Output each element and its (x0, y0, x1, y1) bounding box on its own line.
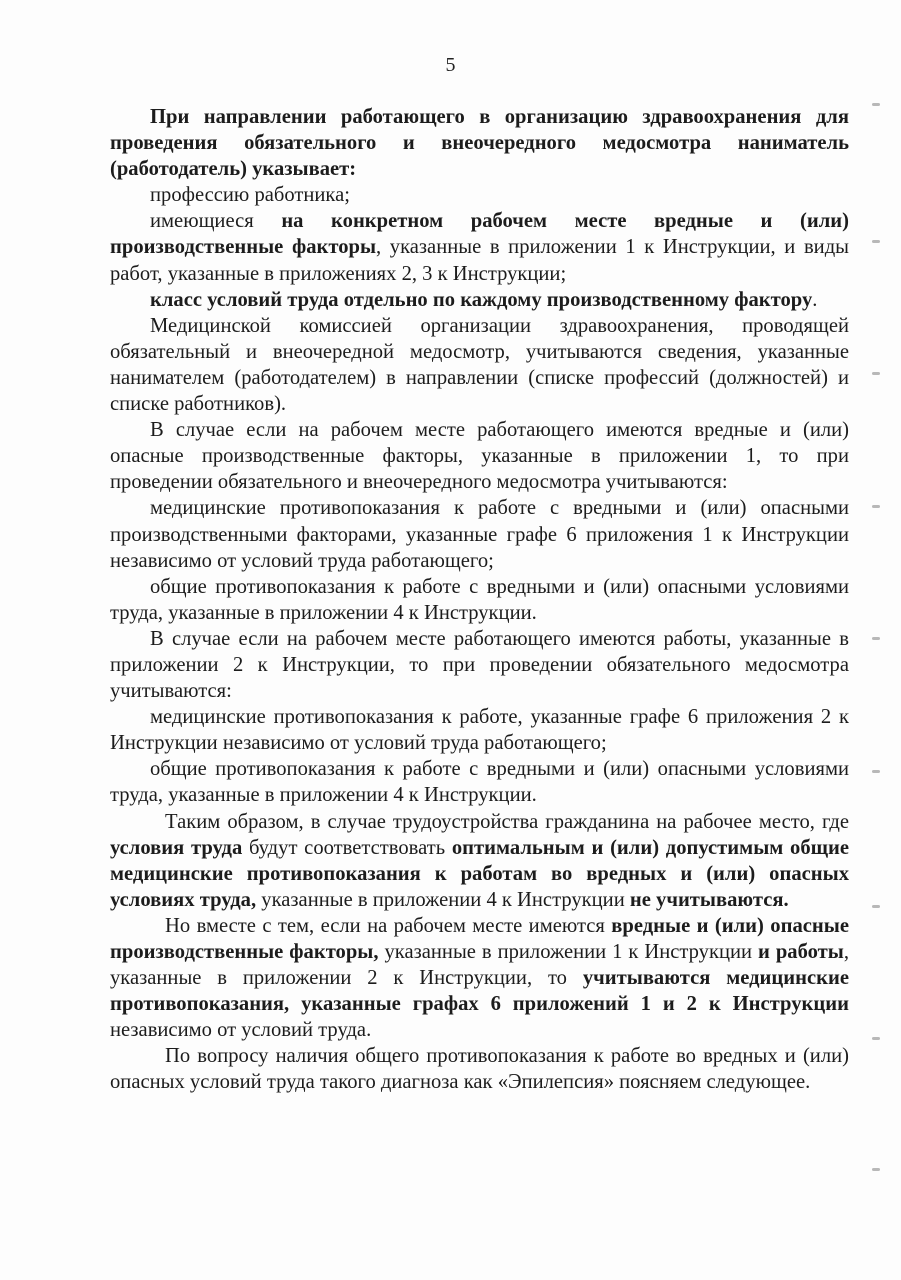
bold-text: и работы (758, 941, 844, 963)
document-body (110, 104, 849, 1096)
text: Таким образом, в случае трудоустройства гражданина на рабочее место, где (165, 810, 849, 833)
text: медицинские противопоказания к работе с вредными и (или) опасными производственными факторами, указанные графе 6 приложения 1 к Инструкции независимо от условий труда работающего; (110, 497, 849, 572)
paragraph (110, 809, 849, 913)
bold-text: условия труда (110, 836, 243, 859)
scan-artifact (872, 905, 880, 908)
bold-text: на конкретном рабочем месте вредные и (или) производственные факторы (110, 210, 850, 259)
paragraph (110, 913, 849, 1043)
scan-artifact (872, 637, 880, 640)
bold-text: не учитываются. (629, 888, 789, 911)
text: , указанные в приложении 1 к Инструкции, и виды работ, указанные в приложениях 2, 3 к Инструкции; (110, 236, 850, 285)
scan-artifact (872, 1168, 880, 1171)
bold-text: При направлении работающего в организацию здравоохранения для проведения обязательного и внеочередного медосмотра наниматель (работодатель) указывает: (110, 106, 849, 181)
text: общие противопоказания к работе с вредными и (или) опасными условиями труда, указанные в приложении 4 к Инструкции. (110, 575, 849, 624)
paragraph (110, 1043, 849, 1095)
scan-artifact (872, 240, 880, 243)
bold-text: учитываются медицинские противопоказания, указанные графах 6 приложений 1 и 2 к Инструкции (110, 967, 849, 1016)
text: медицинские противопоказания к работе, указанные графе 6 приложения 2 к Инструкции независимо от условий труда работающего; (110, 706, 849, 755)
bold-text: оптимальным и (или) допустимым общие медицинские противопоказания к работам во вредных и (или) опасных условиях труда, (110, 836, 850, 911)
paragraph (110, 756, 849, 808)
text: общие противопоказания к работе с вредными и (или) опасными условиями труда, указанные в приложении 4 к Инструкции. (110, 758, 849, 807)
text: указанные в приложении 4 к Инструкции (256, 888, 630, 911)
paragraph (110, 574, 849, 626)
text: Но вместе с тем, если на рабочем месте имеются (165, 914, 612, 937)
scan-artifact (872, 1037, 880, 1040)
paragraph (110, 287, 849, 313)
paragraph (110, 313, 849, 417)
text: В случае если на рабочем месте работающего имеются вредные и (или) опасные производственные факторы, указанные в приложении 1, то при проведении обязательного и внеочередного медосмотра учитываются: (110, 419, 849, 494)
paragraph (110, 182, 849, 208)
paragraph (110, 495, 849, 573)
page-number: 5 (445, 54, 456, 76)
text: будут соответствовать (242, 836, 452, 859)
text: . (812, 288, 818, 311)
text: , указанные в приложении 2 к Инструкции, то (110, 941, 849, 990)
scan-artifact (872, 770, 880, 773)
scan-artifact (872, 103, 880, 106)
text: имеющиеся (150, 210, 282, 233)
text: В случае если на рабочем месте работающего имеются работы, указанные в приложении 2 к Инструкции, то при проведении обязательного медосмотра учитываются: (110, 627, 849, 703)
text: Медицинской комиссией организации здравоохранения, проводящей обязательный и внеочередной медосмотр, учитываются сведения, указанные нанимателем (работодателем) в направлении (списке профессий (должностей) и списке работников). (110, 314, 849, 416)
bold-text: вредные и (или) опасные производственные факторы, (110, 914, 849, 963)
scan-artifact (872, 372, 880, 375)
paragraph (110, 704, 849, 756)
paragraph (110, 626, 849, 704)
text: независимо от условий труда. (110, 1019, 372, 1042)
paragraph (110, 208, 849, 286)
paragraph (110, 417, 849, 495)
bold-text: класс условий труда отдельно по каждому производственному фактору (150, 288, 813, 311)
paragraph (110, 104, 849, 182)
text: По вопросу наличия общего противопоказания к работе во вредных и (или) опасных условий труда такого диагноза как «Эпилепсия» поясняем следующее. (110, 1045, 849, 1094)
text: указанные в приложении 1 к Инструкции (378, 941, 758, 963)
text: профессию работника; (150, 184, 350, 207)
scan-artifact (872, 505, 880, 508)
